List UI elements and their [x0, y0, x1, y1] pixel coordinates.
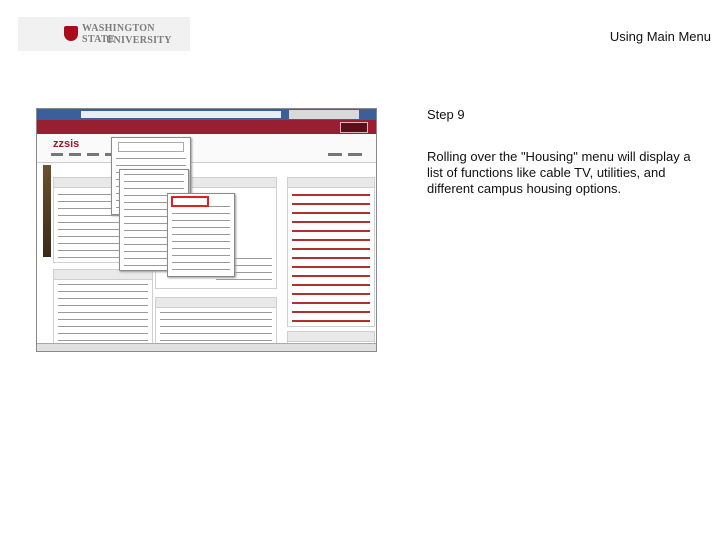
- wsu-logo: [18, 17, 190, 51]
- address-bar: [81, 111, 281, 118]
- slide-title: Using Main Menu: [609, 29, 711, 44]
- step-label: Step 9: [427, 107, 465, 122]
- sis-logo: zzsis: [53, 138, 80, 150]
- wsu-header-bar: [37, 120, 376, 134]
- student-information-panel: [287, 177, 375, 327]
- menu-search-field: [118, 142, 184, 152]
- step-description: Rolling over the "Housing" menu will display a list of functions like cable TV, utilities, and different campus housing options.: [427, 149, 691, 196]
- sis-nav: [51, 153, 111, 156]
- wsu-crest-icon: [64, 26, 78, 41]
- browser-chrome: [37, 109, 376, 120]
- logout-button: [340, 122, 368, 133]
- side-photo: [43, 165, 51, 257]
- sis-nav-right: [328, 153, 368, 156]
- logo-line-2: UNIVERSITY: [106, 35, 172, 46]
- browser-status-bar: [37, 343, 376, 351]
- logo-line-1: WASHINGTON STATE: [82, 23, 155, 45]
- emergency-info-panel: [53, 269, 153, 352]
- housing-menu-item-highlight: [171, 196, 209, 207]
- browser-tab: [289, 110, 359, 119]
- embedded-screenshot: [36, 108, 377, 352]
- sis-header: [37, 134, 376, 163]
